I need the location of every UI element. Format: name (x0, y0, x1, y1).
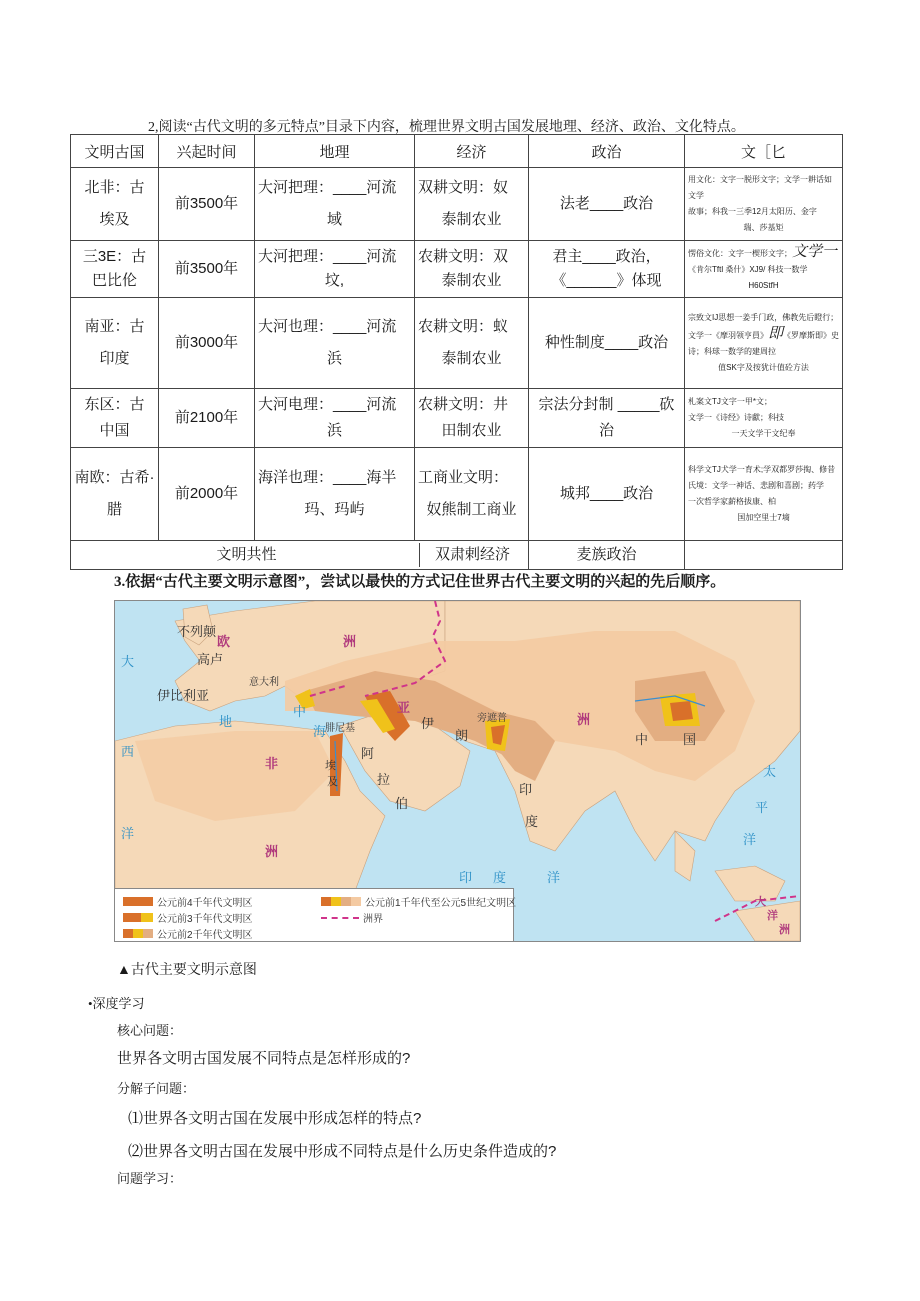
sub-question-1: ⑴世界各文明古国在发展中形成怎样的特点? (128, 1110, 422, 1127)
footer-common-traits: 文明共性 双肃剌经济 (71, 541, 529, 570)
cell-politics: 城邦____政治 (529, 448, 685, 541)
cell-culture: 愣俗文化：文字一楔形文字；文学一 《肯尔Tftl 桑什》XJ9/ 科技一数学 H60StfH (685, 241, 843, 298)
cell-culture: 用文化：文字一脱形文字；文学一耕话如文学 故事；科我一三季12月太阳历、金字 瑞、莎基矩 (685, 168, 843, 241)
legend-continent-border: 洲界 (321, 910, 383, 925)
cell-country: 东区：古 中国 (71, 389, 159, 448)
label-atlantic-yang: 洋 (121, 826, 135, 841)
label-china-zhong: 中 (635, 732, 649, 747)
header-politics: 政治 (529, 135, 685, 168)
cell-time: 前3500年 (159, 168, 255, 241)
label-india-du: 度 (525, 814, 539, 829)
label-europe-zhou: 洲 (343, 634, 357, 649)
cell-economy: 农耕文明：蚁 泰制农业 (415, 298, 529, 389)
civilization-table (70, 134, 843, 570)
label-africa-zhou: 洲 (265, 844, 279, 859)
legend-1st-millennium: 公元前1千年代至公元5世纪文明区 (321, 894, 516, 909)
table-row (71, 241, 843, 298)
cell-culture: 宗致文IJ思想一姜手门政，佛教先后瞪行； 文学一《摩羽领亨員》即《罗摩斯即》史 诗；科球一数学的建周拉 值SK字及按犹计值砼方法 (685, 298, 843, 389)
cell-time: 前2000年 (159, 448, 255, 541)
core-question-label: 核心问题： (117, 1023, 183, 1038)
label-china-guo: 国 (683, 732, 697, 747)
label-arabia-la: 拉 (377, 772, 391, 787)
cell-culture: 科学文TJ犬学一育术;学双都罗莎掏、修昔 氏境：文学一神话、悲剧和喜剧；药学 一次哲学家薪格拔康、柏 国加空里士7墒 (685, 448, 843, 541)
table-row (71, 389, 843, 448)
deep-learning-heading: •深度学习 (88, 996, 145, 1011)
cell-economy: 工商业文明： 奴熊制工商业 (415, 448, 529, 541)
sub-question-2: ⑵世界各文明古国在发展中形成不同特点是什么历史条件造成的? (128, 1143, 557, 1160)
label-mediterranean-di: 地 (219, 714, 233, 729)
cell-politics: 种性制度____政治 (529, 298, 685, 389)
label-india-yin: 印 (519, 782, 533, 797)
label-atlantic-xi: 西 (121, 744, 135, 759)
cell-time: 前3500年 (159, 241, 255, 298)
cell-politics: 法老____政治 (529, 168, 685, 241)
cell-politics: 宗法分封制 _____砍 治 (529, 389, 685, 448)
question-3-instruction: 3.依据“古代主要文明示意图”，尝试以最快的方式记住世界古代主要文明的兴起的先后顺序。 (114, 574, 726, 590)
table-header-row (71, 135, 843, 168)
cell-time: 前2100年 (159, 389, 255, 448)
cell-economy: 双耕文明：奴 泰制农业 (415, 168, 529, 241)
label-mediterranean-hai: 海 (313, 724, 327, 739)
label-oceania-da: 大 (755, 896, 766, 908)
label-pacific-tai: 太 (763, 764, 777, 779)
cell-country: 南欧：古希· 腊 (71, 448, 159, 541)
label-arabia-bo: 伯 (395, 796, 409, 811)
cell-geography: 海洋也理：____海半 玛、玛屿 (255, 448, 415, 541)
table-footer-row (71, 541, 843, 570)
header-country: 文明古国 (71, 135, 159, 168)
land-southeast-asia (675, 831, 695, 881)
cell-country: 南亚：古 印度 (71, 298, 159, 389)
label-africa-fei: 非 (265, 756, 279, 771)
label-pacific-ping: 平 (755, 800, 769, 815)
label-indian-ocean-yin: 印 (459, 870, 473, 885)
zone-china-4th-millennium (670, 701, 693, 721)
header-economy: 经济 (415, 135, 529, 168)
land-islands (715, 866, 785, 901)
legend-3rd-millennium: 公元前3千年代文明区 (123, 910, 253, 925)
label-iran-lang: 朗 (455, 728, 469, 743)
footer-culture (685, 541, 843, 570)
cell-country: 北非：古 埃及 (71, 168, 159, 241)
label-egypt-ai: 埃 (325, 760, 336, 772)
question-2-instruction: 2,阅读“古代文明的多元特点”目录下内容，梳理世界文明古国发展地理、经济、政治、文化特点。 (148, 120, 745, 135)
core-question-text: 世界各文明古国发展不同特点是怎样形成的? (117, 1050, 411, 1067)
legend-4th-millennium: 公元前4千年代文明区 (123, 894, 253, 909)
label-mediterranean-zhong: 中 (293, 704, 307, 719)
cell-country: 三3E：古 巴比伦 (71, 241, 159, 298)
label-indian-ocean-du: 度 (493, 870, 507, 885)
ancient-civilization-map (114, 600, 801, 942)
legend-2nd-millennium: 公元前2千年代文明区 (123, 926, 253, 941)
label-oceania-zhou: 洲 (779, 924, 790, 936)
label-asia-zhou: 洲 (577, 712, 591, 727)
label-europe: 欧 (217, 634, 231, 649)
sub-question-label: 分解子问题： (117, 1081, 196, 1096)
header-geography: 地理 (255, 135, 415, 168)
label-iberia: 伊比利亚 (157, 688, 210, 703)
cell-geography: 大河把理：____河流 坟, (255, 241, 415, 298)
label-egypt-ji: 及 (327, 776, 338, 788)
label-arabia-a: 阿 (361, 746, 375, 761)
map-legend (115, 888, 517, 941)
cell-economy: 农耕文明：双 泰制农业 (415, 241, 529, 298)
footer-politics: 麦族政治 (529, 541, 685, 570)
label-asia-ya: 亚 (397, 700, 411, 715)
label-pacific-yang: 洋 (743, 832, 757, 847)
table-row (71, 448, 843, 541)
table-row (71, 298, 843, 389)
label-phoenicia: 腓尼基 (325, 723, 355, 734)
label-gaul: 高卢 (197, 652, 224, 667)
cell-culture: 札案文TJ文字一甲*文； 文学一《诗经》诗獻；科技 一天文学干文纪奉 (685, 389, 843, 448)
label-indian-ocean-yang: 洋 (547, 870, 561, 885)
map-caption: ▲古代主要文明示意图 (117, 961, 257, 977)
label-italy: 意大利 (249, 677, 279, 688)
label-britain: 不列颠 (177, 624, 217, 639)
cell-time: 前3000年 (159, 298, 255, 389)
cell-geography: 大河电理：____河流 浜 (255, 389, 415, 448)
header-culture: 文［匕 (685, 135, 843, 168)
cell-economy: 农耕文明：井 田制农业 (415, 389, 529, 448)
label-atlantic-da: 大 (121, 654, 135, 669)
label-oceania-yang: 洋 (767, 910, 778, 922)
cell-politics: 君主____政治， 《______》体现 (529, 241, 685, 298)
cell-geography: 大河也理：____河流 浜 (255, 298, 415, 389)
label-iran-yi: 伊 (421, 716, 435, 731)
question-learning-label: 问题学习： (117, 1171, 183, 1186)
header-time: 兴起时间 (159, 135, 255, 168)
label-punjab: 旁遮普 (477, 713, 507, 724)
cell-geography: 大河把理：____河流 域 (255, 168, 415, 241)
table-row (71, 168, 843, 241)
